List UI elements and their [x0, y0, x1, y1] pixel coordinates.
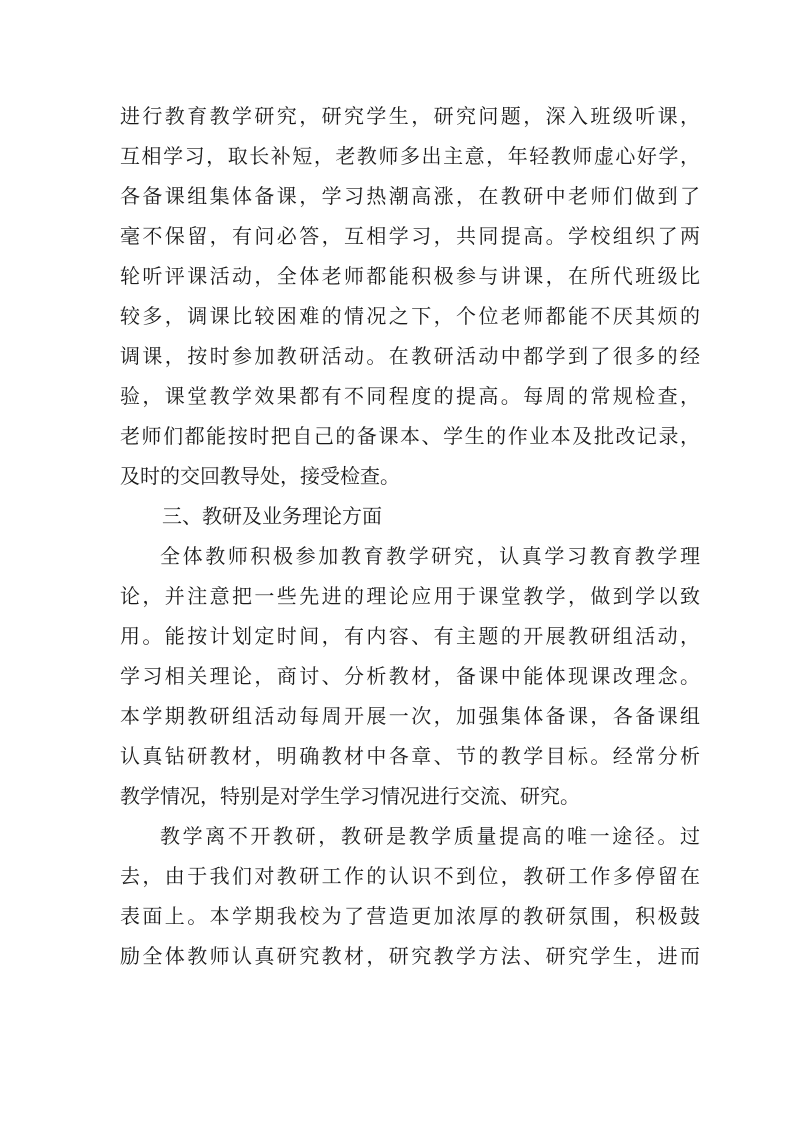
text-line: 互相学习，取长补短，老教师多出主意，年轻教师虚心好学，	[120, 144, 700, 168]
text-line: 论，并注意把一些先进的理论应用于课堂教学，做到学以致	[120, 584, 700, 608]
text-line: 去，由于我们对教研工作的认识不到位，教研工作多停留在	[120, 864, 700, 888]
text-line: 各备课组集体备课，学习热潮高涨，在教研中老师们做到了	[120, 184, 700, 208]
text-line: 用。能按计划定时间，有内容、有主题的开展教研组活动，	[120, 624, 700, 648]
text-line: 教学离不开教研，教研是教学质量提高的唯一途径。过	[160, 824, 700, 848]
text-line: 学习相关理论，商讨、分析教材，备课中能体现课改理念。	[120, 664, 700, 688]
text-line: 认真钻研教材，明确教材中各章、节的教学目标。经常分析	[120, 744, 700, 768]
text-line: 毫不保留，有问必答，互相学习，共同提高。学校组织了两	[120, 224, 700, 248]
text-line: 调课，按时参加教研活动。在教研活动中都学到了很多的经	[120, 344, 700, 368]
text-line: 励全体教师认真研究教材，研究教学方法、研究学生，进而	[120, 944, 700, 968]
body-text	[120, 96, 700, 976]
text-line: 老师们都能按时把自己的备课本、学生的作业本及批改记录，	[120, 424, 700, 448]
text-line: 教学情况，特别是对学生学习情况进行交流、研究。	[120, 784, 580, 808]
text-line: 全体教师积极参加教育教学研究，认真学习教育教学理	[160, 544, 700, 568]
section-heading: 三、教研及业务理论方面	[162, 504, 382, 528]
text-line: 轮听评课活动，全体老师都能积极参与讲课，在所代班级比	[120, 264, 700, 288]
text-line: 较多，调课比较困难的情况之下，个位老师都能不厌其烦的	[120, 304, 700, 328]
text-line: 验，课堂教学效果都有不同程度的提高。每周的常规检查，	[120, 384, 700, 408]
paragraph-2	[120, 536, 700, 816]
text-line: 本学期教研组活动每周开展一次，加强集体备课，各备课组	[120, 704, 700, 728]
paragraph-3	[120, 816, 700, 976]
text-line: 表面上。本学期我校为了营造更加浓厚的教研氛围，积极鼓	[120, 904, 700, 928]
text-line: 及时的交回教导处，接受检查。	[120, 464, 400, 488]
text-line: 进行教育教学研究，研究学生，研究问题，深入班级听课，	[120, 104, 700, 128]
paragraph-1	[120, 96, 700, 496]
